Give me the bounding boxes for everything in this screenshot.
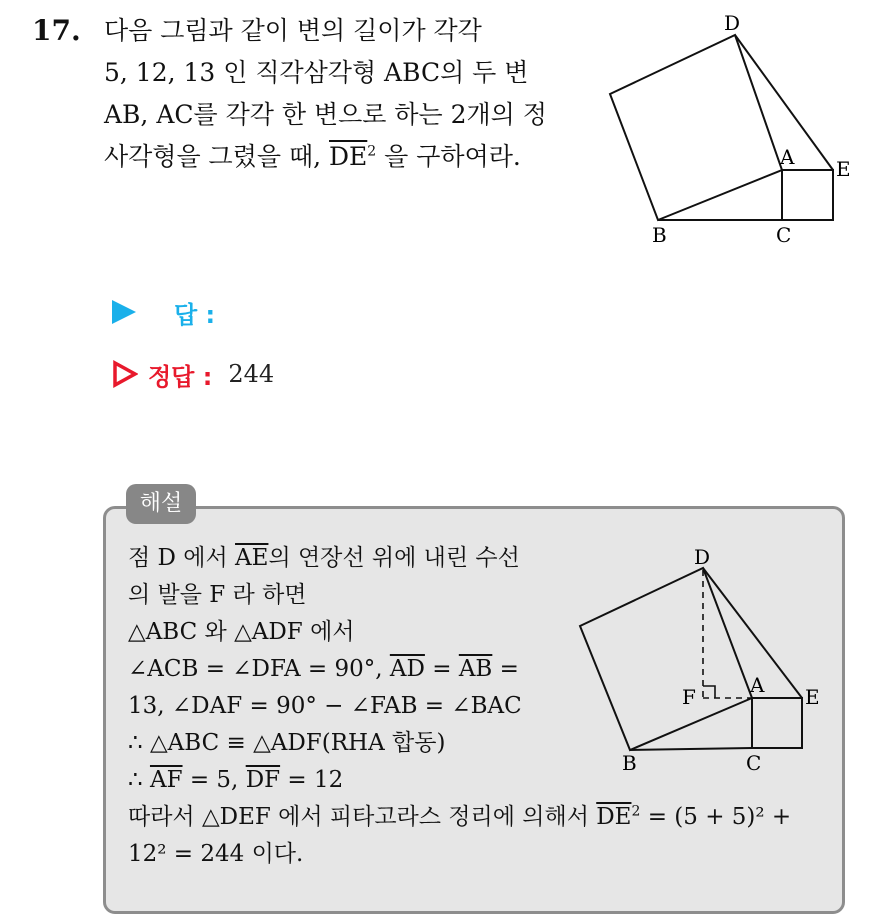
question-line-2: 5, 12, 13 인 직각삼각형 ABC의 두 변 [104, 58, 529, 87]
label-a: A [750, 673, 765, 697]
label-e: E [836, 157, 851, 181]
question-text [104, 10, 584, 178]
question-line-3: AB, AC를 각각 한 변으로 하는 2개의 정 [104, 100, 547, 129]
segment-df: $\overline{DF}$ [245, 767, 281, 793]
label-c: C [776, 223, 792, 247]
question-number: 17. [32, 14, 81, 47]
square-on-ac [782, 170, 833, 220]
question-line-1: 다음 그림과 같이 변의 길이가 각각 [104, 16, 482, 45]
answer-label: 답 : [174, 300, 216, 329]
label-d: D [724, 14, 741, 35]
correct-answer-value: 244 [228, 360, 275, 388]
solution-line-2: 의 발을 F 라 하면 [128, 582, 307, 608]
solution-line-8 [128, 799, 828, 836]
question-line-4-post: 을 구하여라. [384, 142, 521, 171]
square-on-ab [580, 568, 752, 750]
correct-answer-row [112, 358, 274, 390]
question-line-4-pre: 사각형을 그렸을 때, [104, 142, 322, 171]
correct-answer-label: 정답 : [148, 362, 213, 391]
label-b: B [652, 223, 667, 247]
solution-figure [570, 548, 840, 778]
segment-de: $\overline{DE}$ [329, 142, 368, 171]
segment-ad: $\overline{AD}$ [389, 656, 425, 682]
solution-line-8-pre: 따라서 △DEF 에서 피타고라스 정리에 의해서 [128, 804, 589, 830]
segment-de: $\overline{DE}$ [596, 804, 632, 830]
answer-row [112, 296, 215, 328]
play-arrow-icon [112, 300, 136, 324]
label-a: A [780, 145, 795, 169]
label-b: B [622, 751, 637, 775]
solution-line-1-pre: 점 D 에서 [128, 545, 228, 571]
solution-tag: 해설 [126, 484, 196, 524]
label-d: D [694, 548, 711, 569]
outline-arrow-icon [112, 360, 138, 388]
solution-line-4-post: = [499, 656, 519, 682]
exponent: 2 [631, 803, 641, 820]
label-e: E [805, 685, 820, 709]
solution-line-9: 12² = 244 이다. [128, 841, 304, 867]
solution-line-8-post: = (5 + 5)² + [647, 804, 792, 830]
segment-af: $\overline{AF}$ [149, 767, 183, 793]
solution-line-6: ∴ △ABC ≡ △ADF(RHA 합동) [128, 730, 446, 756]
solution-line-7-post: = 12 [287, 767, 344, 793]
question-line-4 [104, 136, 584, 178]
label-f: F [682, 685, 696, 709]
solution-line-1-post: 의 연장선 위에 내린 수선 [268, 545, 520, 571]
segment-ab: $\overline{AB}$ [458, 656, 493, 682]
square-on-ac [752, 698, 802, 748]
solution-line-7-mid: = 5, [189, 767, 239, 793]
solution-line-7-pre: ∴ [128, 767, 150, 793]
question-figure [590, 14, 880, 250]
solution-line-5: 13, ∠DAF = 90° − ∠FAB = ∠BAC [128, 693, 522, 719]
solution-line-4-pre: ∠ACB = ∠DFA = 90°, [128, 656, 383, 682]
exponent: 2 [367, 143, 377, 160]
solution-line-3: △ABC 와 △ADF 에서 [128, 619, 355, 645]
solution-line-4-mid: = [432, 656, 452, 682]
label-c: C [746, 751, 762, 775]
segment-bc [630, 748, 752, 750]
right-angle-mark [703, 686, 715, 698]
segment-ae: $\overline{AE}$ [235, 545, 269, 571]
